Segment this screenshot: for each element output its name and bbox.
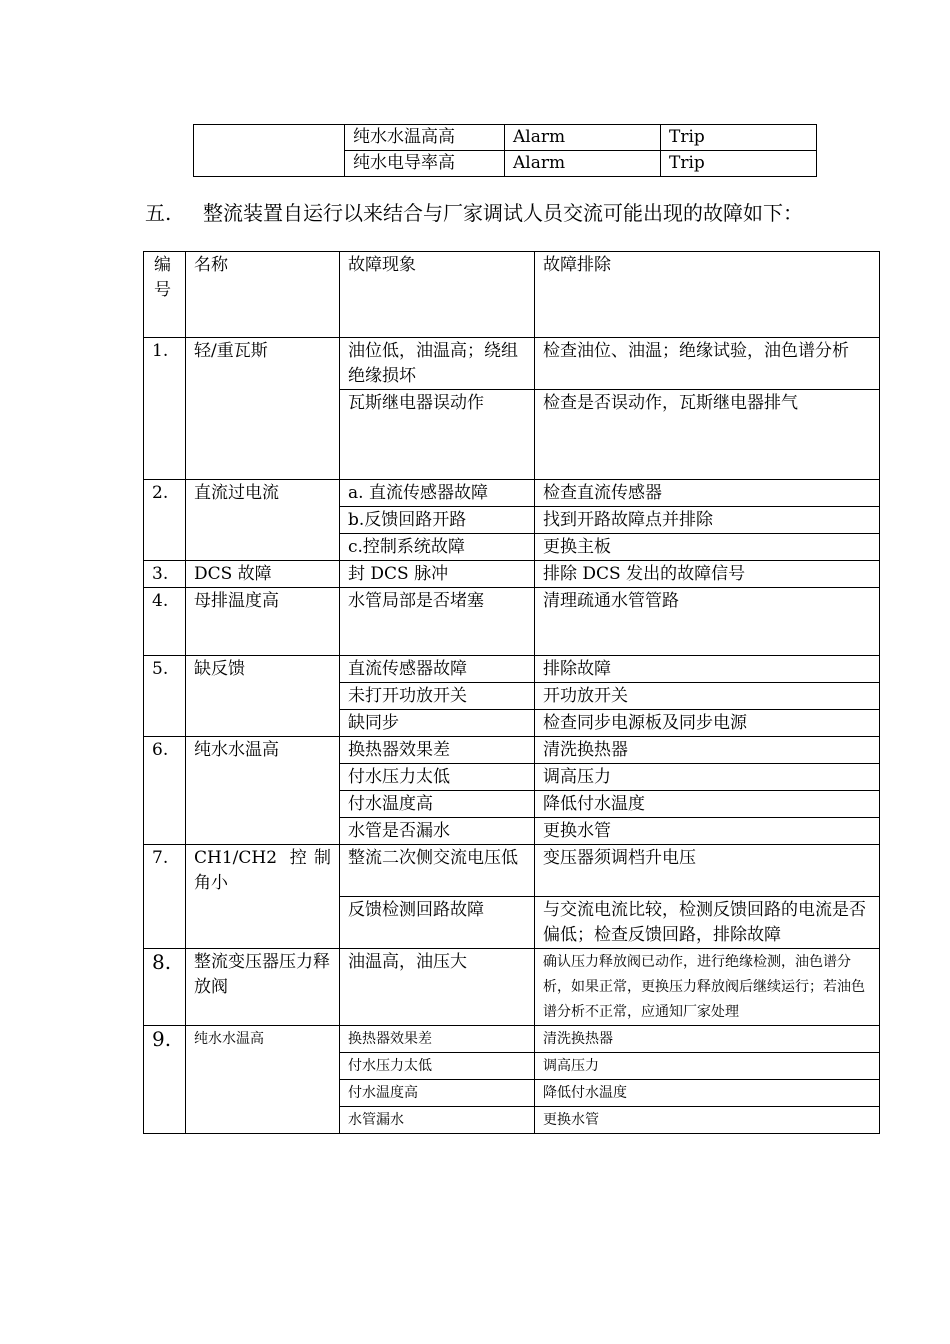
fault-fix: 与交流电流比较，检测反馈回路的电流是否偏低；检查反馈回路，排除故障	[535, 897, 880, 949]
fault-fix: 排除 DCS 发出的故障信号	[535, 561, 880, 588]
fault-fix: 找到开路故障点并排除	[535, 507, 880, 534]
table-row	[144, 1026, 880, 1053]
fault-symptom: 封 DCS 脉冲	[340, 561, 535, 588]
fault-symptom: 未打开功放开关	[340, 683, 535, 710]
fault-symptom: 付水温度高	[340, 791, 535, 818]
row-number: 2.	[144, 480, 186, 561]
fault-symptom: 缺同步	[340, 710, 535, 737]
fault-name: DCS 故障	[186, 561, 340, 588]
fault-fix: 调高压力	[535, 764, 880, 791]
top-cell-alarm: Alarm	[505, 125, 661, 151]
row-number: 4.	[144, 588, 186, 656]
fault-name: 纯水水温高	[186, 1026, 340, 1134]
fault-symptom: 换热器效果差	[340, 1026, 535, 1053]
fault-fix: 检查同步电源板及同步电源	[535, 710, 880, 737]
section-title: 整流装置自运行以来结合与厂家调试人员交流可能出现的故障如下：	[203, 201, 803, 225]
table-row	[144, 656, 880, 683]
fault-name: 整流变压器压力释放阀	[186, 949, 340, 1026]
fault-symptom: 瓦斯继电器误动作	[340, 390, 535, 480]
fault-name: 轻/重瓦斯	[186, 338, 340, 480]
table-row	[144, 845, 880, 897]
fault-symptom: 直流传感器故障	[340, 656, 535, 683]
fault-symptom: c.控制系统故障	[340, 534, 535, 561]
table-row	[144, 588, 880, 656]
top-table-empty-cell	[194, 125, 345, 177]
row-number: 8.	[144, 949, 186, 1026]
fault-fix: 降低付水温度	[535, 791, 880, 818]
fault-fix: 调高压力	[535, 1053, 880, 1080]
top-table	[193, 124, 817, 177]
header-symptom: 故障现象	[340, 252, 535, 338]
fault-name: 缺反馈	[186, 656, 340, 737]
table-row	[144, 737, 880, 764]
fault-fix: 降低付水温度	[535, 1080, 880, 1107]
fault-symptom: 油位低，油温高；绕组绝缘损坏	[340, 338, 535, 390]
top-cell-signal: 纯水水温高高	[345, 125, 505, 151]
fault-fix: 排除故障	[535, 656, 880, 683]
fault-fix: 清洗换热器	[535, 1026, 880, 1053]
fault-symptom: a. 直流传感器故障	[340, 480, 535, 507]
row-number: 7.	[144, 845, 186, 949]
fault-fix: 清理疏通水管管路	[535, 588, 880, 656]
fault-fix: 检查是否误动作，瓦斯继电器排气	[535, 390, 880, 480]
fault-fix: 更换水管	[535, 1107, 880, 1134]
table-row	[144, 338, 880, 390]
fault-symptom: 换热器效果差	[340, 737, 535, 764]
fault-fix: 开功放开关	[535, 683, 880, 710]
fault-table	[143, 251, 880, 1134]
row-number: 6.	[144, 737, 186, 845]
fault-symptom: 整流二次侧交流电压低	[340, 845, 535, 897]
fault-fix: 检查油位、油温；绝缘试验，油色谱分析	[535, 338, 880, 390]
top-cell-trip: Trip	[661, 151, 817, 177]
top-cell-signal: 纯水电导率高	[345, 151, 505, 177]
section-number: 五.	[145, 201, 172, 225]
table-row	[144, 480, 880, 507]
fault-fix: 更换主板	[535, 534, 880, 561]
fault-symptom: 油温高，油压大	[340, 949, 535, 1026]
row-number: 1.	[144, 338, 186, 480]
fault-fix: 确认压力释放阀已动作，进行绝缘检测，油色谱分析，如果正常，更换压力释放阀后继续运行；若油色谱分析不正常，应通知厂家处理	[535, 949, 880, 1026]
fault-name: CH1/CH2 控制角小	[186, 845, 340, 949]
fault-symptom: 反馈检测回路故障	[340, 897, 535, 949]
fault-symptom: 水管漏水	[340, 1107, 535, 1134]
fault-fix: 清洗换热器	[535, 737, 880, 764]
fault-symptom: 付水压力太低	[340, 764, 535, 791]
fault-fix: 变压器须调档升电压	[535, 845, 880, 897]
table-row	[144, 561, 880, 588]
header-fix: 故障排除	[535, 252, 880, 338]
fault-fix: 检查直流传感器	[535, 480, 880, 507]
header-no: 编号	[144, 252, 186, 338]
fault-symptom: 付水温度高	[340, 1080, 535, 1107]
top-cell-alarm: Alarm	[505, 151, 661, 177]
table-row	[144, 949, 880, 1026]
fault-symptom: 水管局部是否堵塞	[340, 588, 535, 656]
table-row	[194, 125, 817, 151]
row-number: 5.	[144, 656, 186, 737]
row-number: 9.	[144, 1026, 186, 1134]
fault-symptom: b.反馈回路开路	[340, 507, 535, 534]
fault-name: 纯水水温高	[186, 737, 340, 845]
row-number: 3.	[144, 561, 186, 588]
fault-symptom: 水管是否漏水	[340, 818, 535, 845]
fault-name: 母排温度高	[186, 588, 340, 656]
header-row	[144, 252, 880, 338]
header-name: 名称	[186, 252, 340, 338]
fault-symptom: 付水压力太低	[340, 1053, 535, 1080]
top-cell-trip: Trip	[661, 125, 817, 151]
fault-name: 直流过电流	[186, 480, 340, 561]
fault-fix: 更换水管	[535, 818, 880, 845]
